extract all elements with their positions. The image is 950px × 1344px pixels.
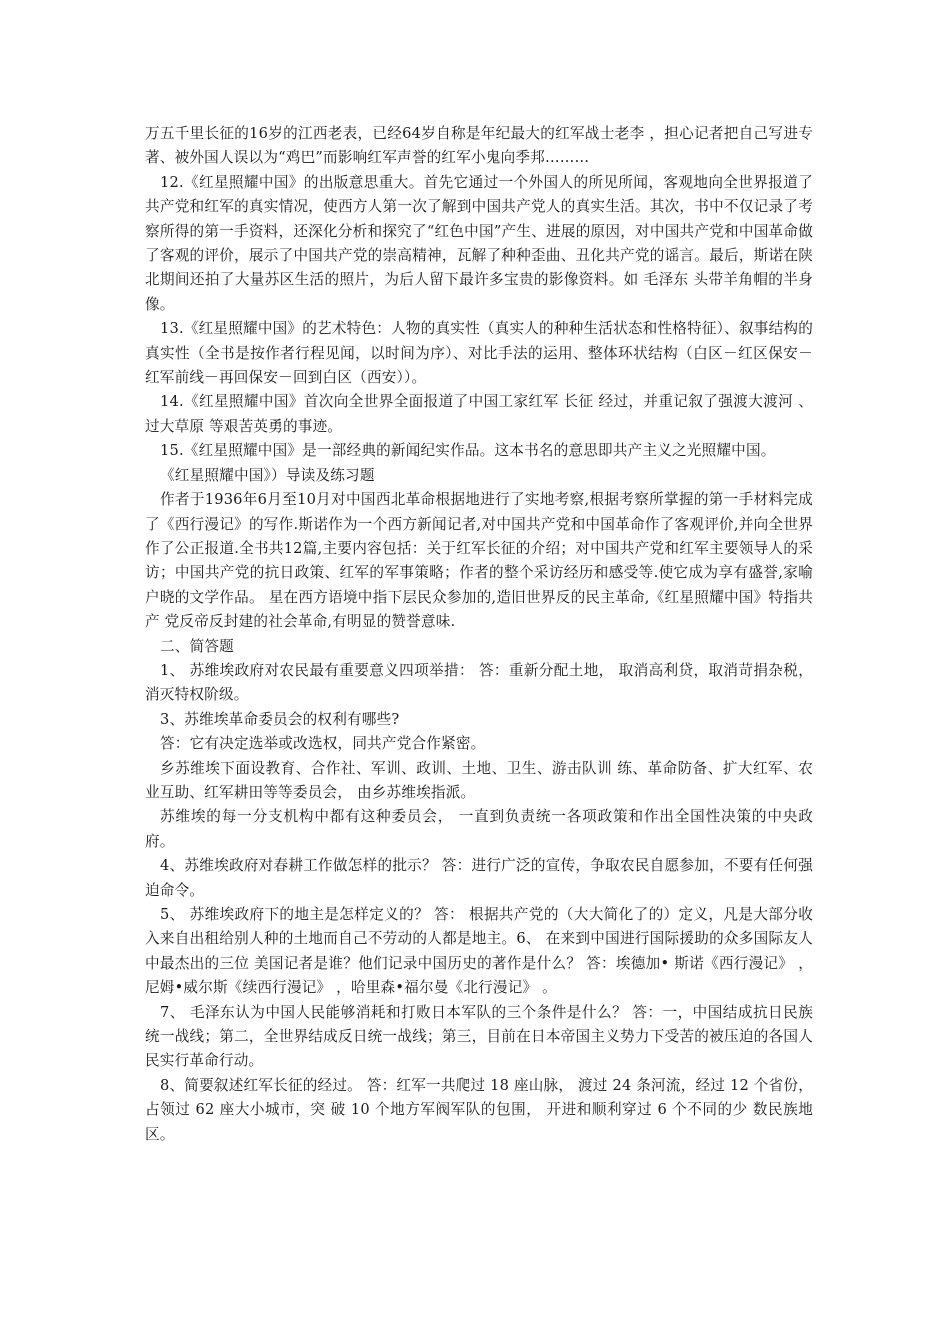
- paragraph-intro: 作者于1936年6月至10月对中国西北革命根据地进行了实地考察,根据考察所掌握的第一手材料完成了《西行漫记》的写作.斯诺作为一个西方新闻记者,对中国共产党和中国革命作了客观评价,并向全世界作了公正报道.全书共12篇,主要内容包括：关于红军长征的介绍；对中国共产党和红军主要领导人的采访；中国共产党的抗日政策、红军的军事策略；作者的整个采访经历和感受等.使它成为享有盛誉,家喻户晓的文学作品。 星在西方语境中指下层民众参加的,造旧世界反的民主革命,《红星照耀中国》特指共 产 党反帝反封建的社会革命,有明显的赞誉意味.: [145, 491, 813, 631]
- answer-3: 答：它有决定选举或改选权，同共产党合作紧密。: [160, 735, 486, 753]
- paragraph-item-14: 14.《红星照耀中国》首次向全世界全面报道了中国工家红军 长征 经过，并重记叙了强渡大渡河 、 过大草原 等艰苦英勇的事迹。: [145, 393, 813, 435]
- section-heading-short-answer: 二、简答题: [160, 637, 234, 655]
- document-body: [145, 122, 813, 1147]
- question-1: 1、 苏维埃政府对农民最有重要意义四项举措： 答：重新分配土地， 取消高利贷，取消苛捐杂税，消灭特权阶级。: [145, 661, 813, 704]
- paragraph-item-12: 12.《红星照耀中国》的出版意思重大。首先它通过一个外国人的所见所闻，客观地向全世界报道了共产党和红军的真实情况，使西方人第一次了解到中国共产党人的真实生活。其次，书中不仅记录了考察所得的第一手资料，还深化分析和探究了“红色中国”产生、进展的原因，对中国共产党和中国革命做了客观的评价，展示了中国共产党的崇高精神，瓦解了种种歪曲、丑化共产党的谣言。最后，斯诺在陕北期间还拍了大量苏区生活的照片，为后人留下最许多宝贵的影像资料。如 毛泽东 头带羊角帽的半身像。: [145, 173, 813, 313]
- answer-3-detail-1: 乡苏维埃下面设教育、合作社、军训、政训、土地、卫生、游击队训 练、革命防备、扩大红军、农业互助、红军耕田等等委员会， 由乡苏维埃指派。: [145, 759, 813, 801]
- paragraph-continuation: 万五千里长征的16岁的江西老表，已经64岁自称是年纪最大的红军战士老李 ，担心记者把自己写进专著、被外国人误以为“鸡巴”而影响红军声誉的红军小鬼向季邦………: [145, 125, 813, 167]
- question-7: 7、 毛泽东认为中国人民能够消耗和打败日本军队的三个条件是什么？ 答：一，中国结成抗日民族统一战线；第二，全世界结成反日统一战线；第三，目前在日本帝国主义势力下受苦的被压迫的各国人民实行革命行动。: [145, 1003, 813, 1070]
- question-5-6: 5、 苏维埃政府下的地主是怎样定义的？ 答： 根据共产党的（大大简化了的）定义，凡是大部分收入来自出租给别人种的土地而自己不劳动的人都是地主。6、 在来到中国进行国际援助的众多国际友人中最杰出的三位 美国记者是谁？他们记录中国历史的著作是什么？ 答：埃德加• 斯诺《西行漫记》 ，尼姆•威尔斯《续西行漫记》 ，哈里森•福尔曼《北行漫记》 。: [145, 906, 813, 997]
- paragraph-item-13: 13.《红星照耀中国》的艺术特色：人物的真实性（真实人的种种生活状态和性格特征）、叙事结构的真实性（全书是按作者行程见闻，以时间为序）、对比手法的运用、整体环状结构（白区－红区保安－红军前线－再回保安－回到白区（西安））。: [145, 320, 813, 387]
- section-title-guide: 《红星照耀中国》）导读及练习题: [160, 466, 375, 484]
- answer-3-detail-2: 苏维埃的每一分支机构中都有这种委员会， 一直到负责统一各项政策和作出全国性决策的中央政府。: [145, 808, 813, 850]
- question-4: 4、苏维埃政府对春耕工作做怎样的批示？ 答：进行广泛的宣传，争取农民自愿参加，不要有任何强迫命令。: [145, 857, 813, 899]
- question-3: 3、苏维埃革命委员会的权利有哪些?: [160, 710, 400, 728]
- paragraph-item-15: 15.《红星照耀中国》是一部经典的新闻纪实作品。这本书名的意思即共产主义之光照耀中国。: [160, 442, 776, 460]
- question-8: 8、简要叙述红军长征的经过。 答：红军一共爬过 18 座山脉， 渡过 24 条河流，经过 12 个省份，占领过 62 座大小城市，突 破 10 个地方军阀军队的包围， 开进和顺利穿过 6 个不同的少 数民族地区。: [145, 1076, 813, 1143]
